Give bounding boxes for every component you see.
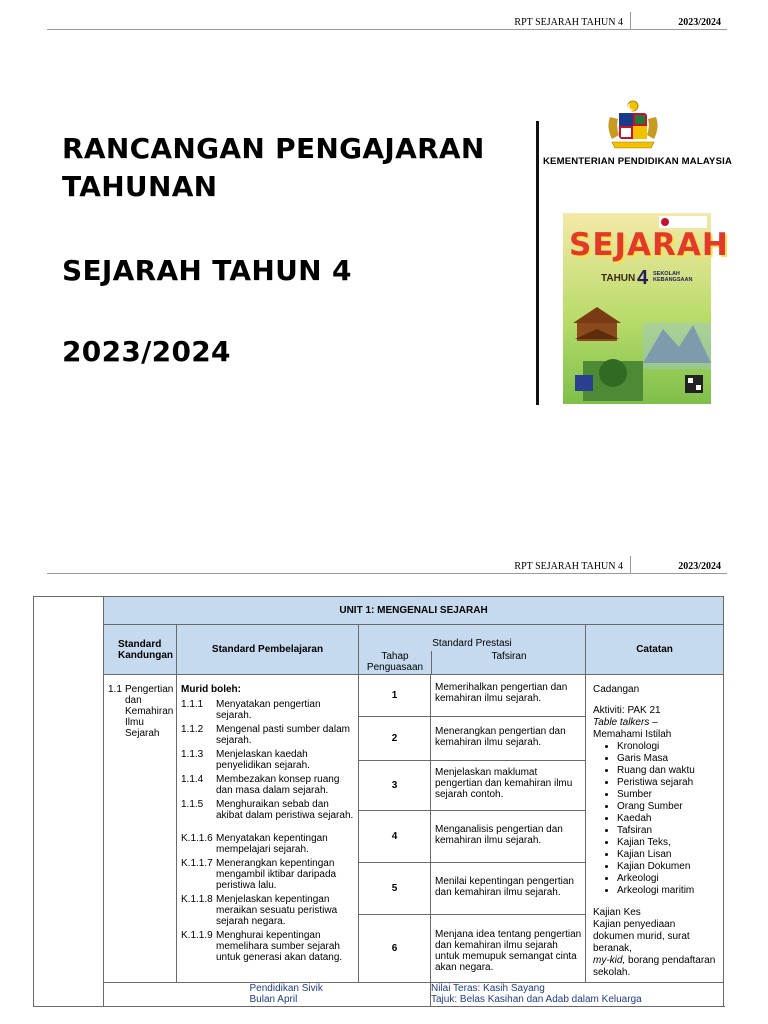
book-subtitle-1: SEKOLAH: [653, 271, 680, 277]
standard-kandungan-cell: [104, 675, 177, 983]
sp-k-code: K.1.1.7: [181, 858, 213, 869]
list-item: • Kajian Lisan: [617, 849, 719, 861]
sp-item: [181, 749, 356, 771]
tafsiran-2: Menerangkan pengertian dan kemahiran ilmu sejarah.: [431, 717, 586, 761]
rpt-table: [33, 596, 724, 1007]
sp-k-item: [181, 833, 356, 855]
ct-tt-suffix: –: [649, 717, 658, 728]
header-standard-pembelajaran: Standard Pembelajaran: [177, 625, 359, 675]
list-item: • Arkeologi: [617, 873, 719, 885]
sp-text: Menghuraikan sebab dan akibat dalam peristiwa sejarah.: [216, 799, 354, 821]
header-catatan: Catatan: [586, 625, 724, 675]
sp-text: Menyatakan pengertian sejarah.: [216, 699, 321, 721]
header-standard-prestasi: [359, 625, 586, 675]
sk-code: 1.1: [108, 684, 122, 695]
tafsiran-4: Menganalisis pengertian dan kemahiran ilmu sejarah.: [431, 811, 586, 863]
sp-item: [181, 724, 356, 746]
istilah-list: [593, 741, 719, 897]
book-number: 4: [637, 267, 649, 289]
footer-right: [431, 983, 724, 1007]
tafsiran-1: Memerihalkan pengertian dan kemahiran ilmu sejarah.: [431, 675, 586, 717]
tafsiran-6: Menjana idea tentang pengertian dan kemahiran ilmu sejarah untuk memupuk semangat cinta akan negara.: [431, 915, 586, 983]
footer-left-1: Pendidikan Sivik: [249, 983, 323, 994]
header-separator: [630, 12, 631, 30]
book-grade: TAHUN: [601, 273, 636, 284]
footer-blank: [104, 983, 177, 1007]
footer-left-2: Bulan April: [249, 994, 298, 1005]
sp-code: 1.1.2: [181, 724, 204, 735]
sp-k-code: K.1.1.8: [181, 894, 213, 905]
ct-kajian-kes: Kajian Kes: [593, 907, 641, 918]
header-year-2: 2023/2024: [678, 561, 721, 572]
sp-item: [181, 699, 356, 721]
ct-memahami: Memahami Istilah: [593, 729, 672, 740]
sp-k-code: K.1.1.6: [181, 833, 213, 844]
tahap-2: 2: [359, 717, 431, 761]
tafsiran-5: Menilai kepentingan pengertian dan kemahiran ilmu sejarah.: [431, 863, 586, 915]
page-header: [47, 6, 727, 30]
list-item: • Kajian Dokumen: [617, 861, 719, 873]
sp-k-item: [181, 894, 356, 927]
sp-k-item: [181, 858, 356, 891]
sp-item: [181, 799, 356, 821]
list-item: • Sumber: [617, 789, 719, 801]
textbook-cover-image: [563, 213, 729, 404]
catatan-cell: [586, 675, 724, 983]
sp-k-text: Menjelaskan kepentingan meraikan sesuatu peristiwa sejarah negara.: [216, 894, 338, 927]
footer-right-1: Nilai Teras: Kasih Sayang: [431, 983, 545, 994]
sp-code: 1.1.3: [181, 749, 204, 760]
list-item: • Ruang dan waktu: [617, 765, 719, 777]
sp-text: Menjelaskan kaedah penyelidikan sejarah.: [216, 749, 310, 771]
cover-session: 2023/2024: [62, 335, 231, 368]
list-item: • Kronologi: [617, 741, 719, 753]
header-separator-2: [630, 556, 631, 574]
sp-k-text: Menghurai kepentingan memelihara sumber sejarah untuk generasi akan datang.: [216, 930, 343, 963]
list-item: • Kaedah: [617, 813, 719, 825]
page-header-2: [47, 550, 727, 574]
sk-text: Pengertian dan Kemahiran Ilmu Sejarah: [125, 684, 174, 739]
unit-title: UNIT 1: MENGENALI SEJARAH: [104, 597, 724, 625]
header-title: RPT SEJARAH TAHUN 4: [514, 17, 623, 28]
header-sk-text: Standard Kandungan: [118, 639, 173, 661]
tahap-1: 1: [359, 675, 431, 717]
header-sprestasi-label: Standard Prestasi: [432, 638, 512, 649]
tahap-5: 5: [359, 863, 431, 915]
ct-table-talkers: Table talkers: [593, 717, 650, 728]
list-item: • Tafsiran: [617, 825, 719, 837]
sp-code: 1.1.5: [181, 799, 204, 810]
ministry-name: KEMENTERIAN PENDIDIKAN MALAYSIA: [543, 156, 733, 167]
list-item: • Kajian Teks,: [617, 837, 719, 849]
header-tahap: Tahap Penguasaan: [366, 651, 424, 673]
book-subtitle: [653, 271, 692, 283]
cover-subject: SEJARAH TAHUN 4: [62, 254, 352, 287]
sp-intro: Murid boleh:: [181, 684, 241, 695]
sp-code: 1.1.4: [181, 774, 204, 785]
footer-right-2: Tajuk: Belas Kasihan dan Adab dalam Keluarga: [431, 994, 642, 1005]
ct-kajian-text2: borang pendaftaran sekolah.: [593, 955, 716, 978]
ct-cadangan: Cadangan: [593, 684, 640, 695]
week-column: [34, 597, 104, 1007]
sp-k-code: K.1.1.9: [181, 930, 213, 941]
ct-table-talkers-line: [593, 717, 719, 729]
sp-k-text: Menyatakan kepentingan mempelajari sejarah.: [216, 833, 328, 855]
ct-kajian-text: [593, 919, 719, 979]
tahap-4: 4: [359, 811, 431, 863]
book-subtitle-2: KEBANGSAAN: [653, 277, 693, 283]
tahap-3: 3: [359, 761, 431, 811]
list-item: • Garis Masa: [617, 753, 719, 765]
cover-title-line2: TAHUNAN: [62, 170, 218, 203]
sp-k-item: [181, 930, 356, 963]
list-item: • Orang Sumber: [617, 801, 719, 813]
header-tafsiran: Tafsiran: [431, 651, 586, 675]
sp-text: Mengenal pasti sumber dalam sejarah.: [216, 724, 350, 746]
sp-code: 1.1.1: [181, 699, 204, 710]
ct-mykid: my-kid,: [593, 955, 626, 966]
sp-k-text: Menerangkan kepentingan mengambil iktibar daripada peristiwa lalu.: [216, 858, 337, 891]
coat-of-arms-logo: [604, 99, 662, 151]
cover-divider: [536, 121, 539, 405]
footer-left: [177, 983, 431, 1007]
header-year: 2023/2024: [678, 17, 721, 28]
book-title: SEJARAH: [569, 227, 729, 263]
sp-text: Membezakan konsep ruang dan masa dalam sejarah.: [216, 774, 340, 796]
list-item: • Peristiwa sejarah: [617, 777, 719, 789]
sp-item: [181, 774, 356, 796]
ct-aktiviti: Aktiviti: PAK 21: [593, 705, 661, 716]
header-standard-kandungan: [104, 625, 177, 675]
tafsiran-3: Menjelaskan maklumat pengertian dan kemahiran ilmu sejarah contoh.: [431, 761, 586, 811]
list-item: • Arkeologi maritim: [617, 885, 719, 897]
ct-kajian-text1: Kajian penyediaan dokumen murid, surat beranak,: [593, 919, 690, 954]
tahap-6: 6: [359, 915, 431, 983]
cover-title-line1: RANCANGAN PENGAJARAN: [62, 132, 485, 165]
standard-pembelajaran-cell: [177, 675, 359, 983]
header-title-2: RPT SEJARAH TAHUN 4: [514, 561, 623, 572]
